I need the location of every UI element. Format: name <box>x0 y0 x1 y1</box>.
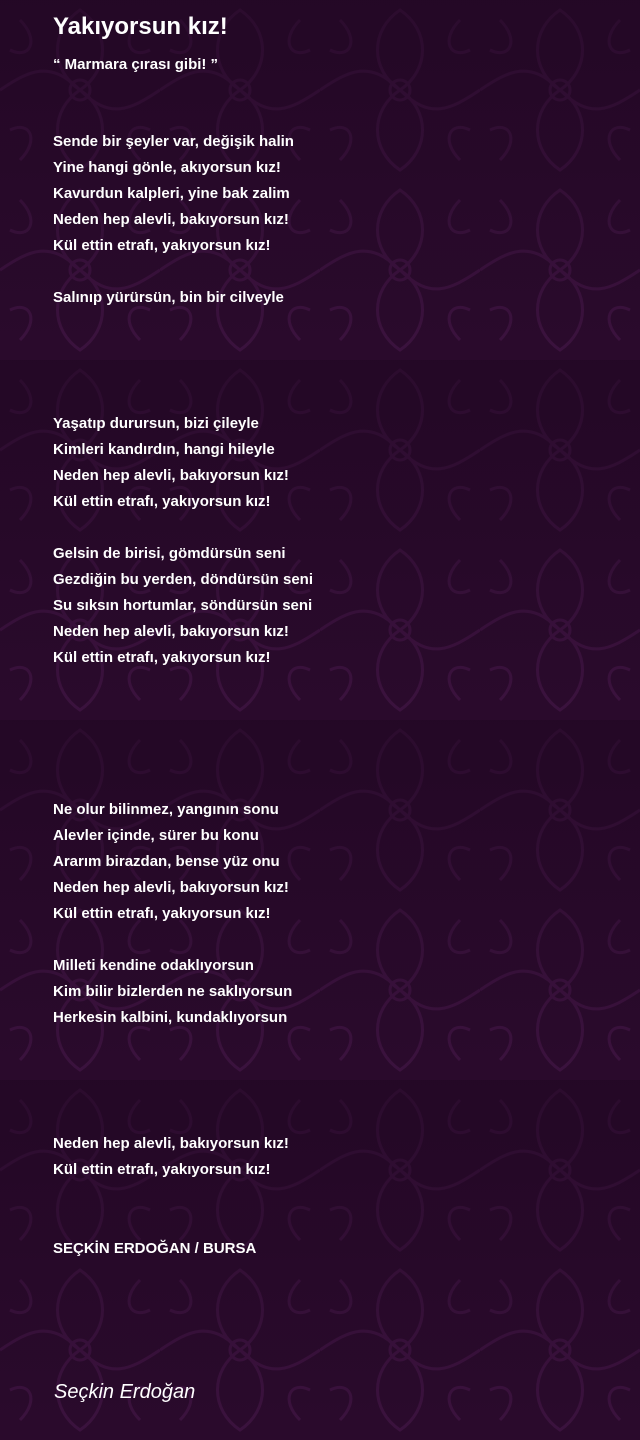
poem-line: Neden hep alevli, bakıyorsun kız! <box>53 879 289 896</box>
stanza-5 <box>53 797 289 927</box>
stanza-3 <box>53 411 289 515</box>
stanza-7 <box>53 1131 289 1183</box>
poem-line: Neden hep alevli, bakıyorsun kız! <box>53 1135 289 1152</box>
poem-subtitle: “ Marmara çırası gibi! ” <box>53 56 219 73</box>
poem-line: Milleti kendine odaklıyorsun <box>53 957 254 974</box>
poem-line: Kül ettin etrafı, yakıyorsun kız! <box>53 649 271 666</box>
author-name: Seçkin Erdoğan <box>54 1381 196 1403</box>
poem-line: Kül ettin etrafı, yakıyorsun kız! <box>53 493 271 510</box>
poem-title: Yakıyorsun kız! <box>53 13 228 40</box>
poem-line: Sende bir şeyler var, değişik halin <box>53 133 294 150</box>
poem-line: Kül ettin etrafı, yakıyorsun kız! <box>53 237 271 254</box>
poem-line: Kül ettin etrafı, yakıyorsun kız! <box>53 1161 271 1178</box>
poem-line: Gezdiğin bu yerden, döndürsün seni <box>53 571 314 588</box>
poem-line: Neden hep alevli, bakıyorsun kız! <box>53 623 289 640</box>
poem-line: Salınıp yürürsün, bin bir cilveyle <box>53 289 284 306</box>
poem-line: Neden hep alevli, bakıyorsun kız! <box>53 211 289 228</box>
poem-line: Gelsin de birisi, gömdürsün seni <box>53 545 286 562</box>
stanza-4 <box>53 541 313 671</box>
stanza-6 <box>53 953 292 1031</box>
poem-line: Su sıksın hortumlar, söndürsün seni <box>53 597 313 614</box>
poem-line: Kavurdun kalpleri, yine bak zalim <box>53 185 290 202</box>
poem-line: Ne olur bilinmez, yangının sonu <box>53 801 279 818</box>
poem-line: Kül ettin etrafı, yakıyorsun kız! <box>53 905 271 922</box>
stanza-2 <box>53 285 284 311</box>
poem-line: Ararım birazdan, bense yüz onu <box>53 853 280 870</box>
poem-line: Kimleri kandırdın, hangi hileyle <box>53 441 275 458</box>
poem-line: Yine hangi gönle, akıyorsun kız! <box>53 159 281 176</box>
poem-line: Alevler içinde, sürer bu konu <box>53 827 259 844</box>
poem-signature: SEÇKİN ERDOĞAN / BURSA <box>53 1240 257 1257</box>
poem-line: Neden hep alevli, bakıyorsun kız! <box>53 467 289 484</box>
poem-line: Kim bilir bizlerden ne saklıyorsun <box>53 983 293 1000</box>
poem-line: Herkesin kalbini, kundaklıyorsun <box>53 1009 288 1026</box>
poem-line: Yaşatıp durursun, bizi çileyle <box>53 415 259 432</box>
stanza-1 <box>53 129 294 259</box>
